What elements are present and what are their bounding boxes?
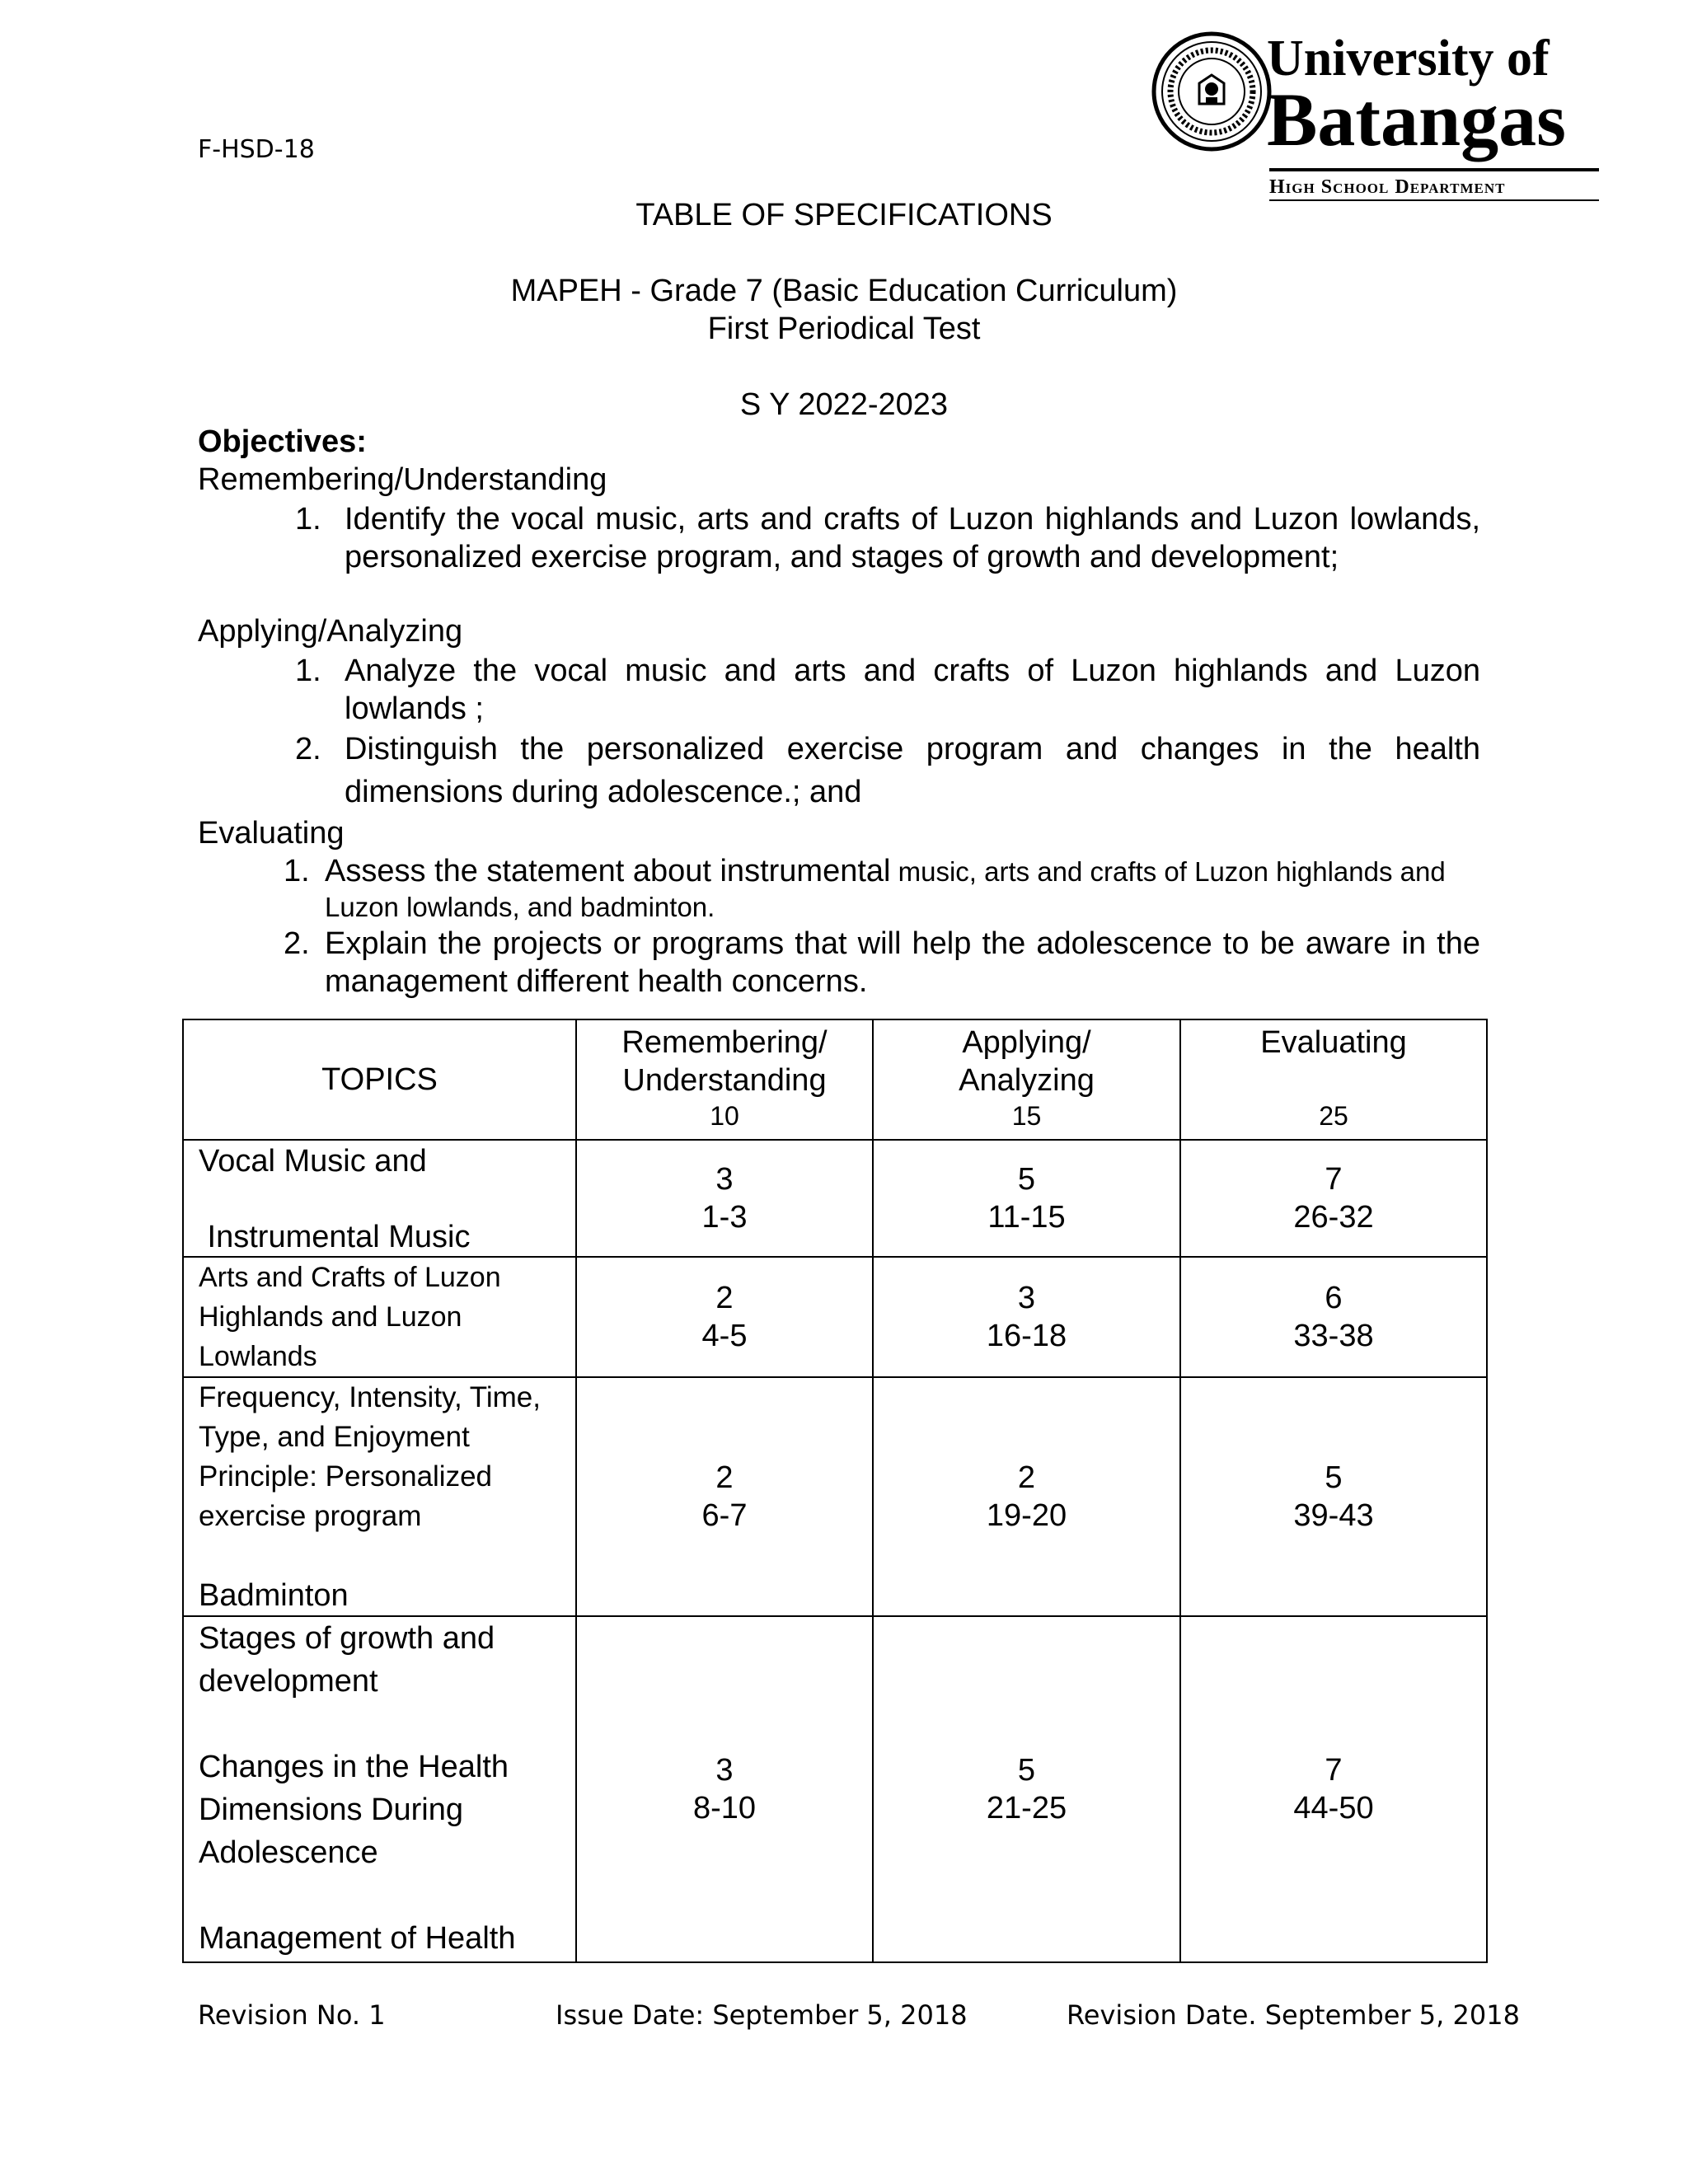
item-range: 6-7 <box>701 1498 748 1533</box>
header-remembering <box>576 1019 873 1140</box>
topic-line: Badminton <box>199 1578 349 1613</box>
topic-line: Adolescence <box>199 1835 378 1870</box>
applying-cell <box>873 1616 1180 1962</box>
topic-line: Frequency, Intensity, Time, <box>199 1381 541 1413</box>
item-range: 26-32 <box>1293 1200 1374 1235</box>
subject-line: MAPEH - Grade 7 (Basic Education Curriculum) <box>510 274 1178 308</box>
objective-item <box>295 652 1480 728</box>
header-remembering-line2: Understanding <box>622 1063 827 1098</box>
item-count: 3 <box>715 1162 734 1197</box>
applying-cell <box>873 1140 1180 1257</box>
table-row <box>183 1257 1487 1377</box>
objective-item <box>295 728 1480 813</box>
objective-number: 2. <box>284 926 310 961</box>
university-seal-icon <box>1150 30 1273 153</box>
topic-cell <box>183 1257 576 1377</box>
item-count: 7 <box>1325 1753 1343 1788</box>
evaluating-cell <box>1180 1616 1487 1962</box>
logo-batangas: Batangas <box>1267 77 1566 162</box>
table-row <box>183 1616 1487 1962</box>
page-title: TABLE OF SPECIFICATIONS <box>635 198 1053 232</box>
topic-line <box>199 1180 575 1218</box>
objective-text-large: Assess the statement about instrumental <box>325 854 891 888</box>
item-range: 44-50 <box>1293 1791 1374 1825</box>
topic-line <box>199 1874 575 1917</box>
item-count: 5 <box>1017 1753 1036 1788</box>
item-range: 1-3 <box>701 1200 748 1235</box>
evaluating-cell <box>1180 1377 1487 1616</box>
objective-number: 1. <box>295 654 321 688</box>
objective-text: Analyze the vocal music and arts and crafts of Luzon highlands and Luzon lowlands ; <box>345 654 1480 726</box>
header-applying-count: 15 <box>1011 1101 1042 1131</box>
objective-item <box>295 500 1480 616</box>
item-range: 4-5 <box>701 1319 748 1353</box>
item-count: 6 <box>1325 1281 1343 1315</box>
topic-line: Changes in the Health <box>199 1750 509 1784</box>
table-row <box>183 1377 1487 1616</box>
objective-category-applying: Applying/Analyzing <box>198 614 463 649</box>
item-range: 16-18 <box>986 1319 1067 1353</box>
evaluating-cell <box>1180 1257 1487 1377</box>
table-row <box>183 1140 1487 1257</box>
item-count: 2 <box>715 1281 734 1315</box>
objective-text-small: music, arts and crafts of Luzon highlands and Luzon lowlands, and badminton. <box>325 856 1446 922</box>
item-count: 3 <box>715 1753 734 1788</box>
topic-line: Highlands and Luzon <box>199 1301 462 1333</box>
item-range: 21-25 <box>986 1791 1067 1825</box>
objective-text <box>325 854 1480 925</box>
item-count: 5 <box>1325 1460 1343 1495</box>
header-remembering-count: 10 <box>710 1101 739 1131</box>
objective-number: 1. <box>284 854 310 888</box>
table-header-row <box>183 1019 1487 1140</box>
item-count: 5 <box>1017 1162 1036 1197</box>
item-range: 8-10 <box>692 1791 757 1825</box>
remembering-cell <box>576 1140 873 1257</box>
objective-category-evaluating: Evaluating <box>198 816 345 851</box>
applying-cell <box>873 1377 1180 1616</box>
topic-cell <box>183 1616 576 1962</box>
evaluating-cell <box>1180 1140 1487 1257</box>
topic-cell <box>183 1377 576 1616</box>
header-applying-line2: Analyzing <box>959 1063 1095 1098</box>
logo-high-school-department: High School Department <box>1269 176 1506 198</box>
footer-issue-date: Issue Date: September 5, 2018 <box>556 1999 968 2031</box>
topic-line: Instrumental Music <box>199 1220 471 1254</box>
objective-item <box>284 925 1480 1001</box>
topic-line: Type, and Enjoyment <box>199 1421 470 1453</box>
header-evaluating <box>1180 1019 1487 1140</box>
item-range: 19-20 <box>986 1498 1067 1533</box>
header-applying-line1: Applying/ <box>962 1025 1091 1060</box>
objective-category-remembering: Remembering/Understanding <box>198 462 607 497</box>
topic-line: Management of Health <box>199 1921 516 1956</box>
topic-line: Principle: Personalized <box>199 1460 493 1493</box>
item-count: 3 <box>1017 1281 1036 1315</box>
header-evaluating-line1: Evaluating <box>1260 1025 1407 1060</box>
footer-revision-date: Revision Date. September 5, 2018 <box>1067 1999 1520 2031</box>
header-remembering-line1: Remembering/ <box>621 1025 828 1060</box>
item-count: 2 <box>1017 1460 1036 1495</box>
header-topics-label: TOPICS <box>321 1062 438 1097</box>
applying-cell <box>873 1257 1180 1377</box>
header-evaluating-count: 25 <box>1319 1101 1348 1131</box>
objective-number: 2. <box>295 732 321 766</box>
logo-rule <box>1269 168 1599 171</box>
item-range: 39-43 <box>1293 1498 1374 1533</box>
topic-line: Arts and Crafts of Luzon <box>199 1262 501 1293</box>
topic-line: Stages of growth and <box>199 1621 495 1656</box>
item-range: 33-38 <box>1293 1319 1374 1353</box>
school-year: S Y 2022-2023 <box>739 387 949 422</box>
logo-university-of: University of <box>1267 30 1550 87</box>
item-count: 7 <box>1325 1162 1343 1197</box>
remembering-cell <box>576 1616 873 1962</box>
header-applying <box>873 1019 1180 1140</box>
objectives-heading: Objectives: <box>198 424 367 459</box>
topic-line: exercise program <box>199 1500 422 1532</box>
test-name: First Periodical Test <box>707 312 981 346</box>
objective-text: Distinguish the personalized exercise program and changes in the health dimensions during adolescence.; and <box>345 732 1480 809</box>
remembering-cell <box>576 1377 873 1616</box>
objective-text: Identify the vocal music, arts and crafts of Luzon highlands and Luzon lowlands, personalized exercise program, and stages of growth and development; <box>345 502 1480 574</box>
objective-item <box>284 854 1480 925</box>
topic-cell <box>183 1140 576 1257</box>
remembering-cell <box>576 1257 873 1377</box>
objective-number: 1. <box>295 502 321 537</box>
item-range: 11-15 <box>987 1200 1066 1235</box>
university-logo <box>1150 30 1611 198</box>
topic-line <box>199 1536 575 1576</box>
header-topics <box>183 1019 576 1140</box>
objective-text: Explain the projects or programs that will help the adolescence to be aware in the management different health concerns. <box>325 926 1480 999</box>
topic-line: Lowlands <box>199 1341 317 1372</box>
header-evaluating-spacer <box>1181 1062 1486 1099</box>
topic-line: development <box>199 1664 378 1699</box>
item-count: 2 <box>715 1460 734 1495</box>
topic-line: Dimensions During <box>199 1793 464 1827</box>
topic-line <box>199 1703 575 1746</box>
footer-revision-no: Revision No. 1 <box>198 1999 386 2031</box>
topic-line: Vocal Music and <box>199 1144 427 1179</box>
specifications-table <box>182 1019 1488 1963</box>
form-code: F-HSD-18 <box>198 135 315 164</box>
